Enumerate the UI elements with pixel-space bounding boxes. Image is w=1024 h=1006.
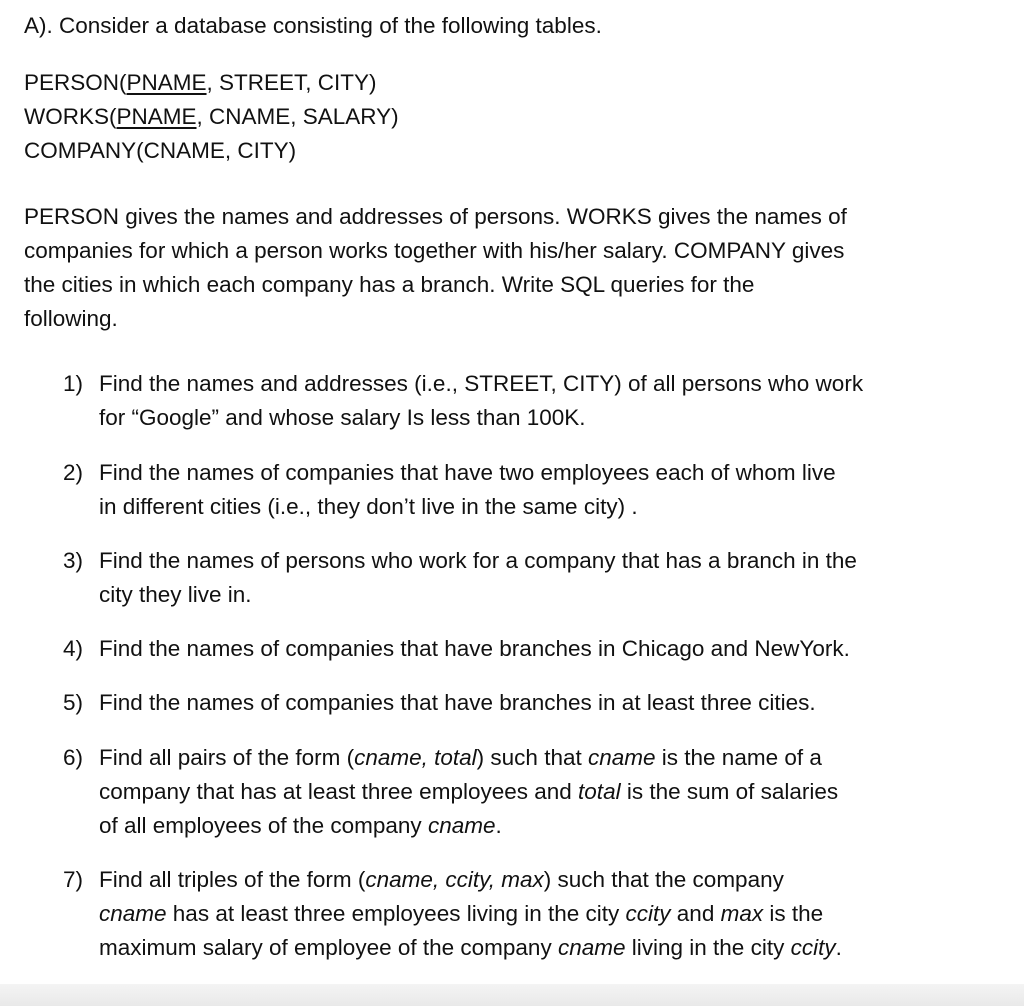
question-number: 2)	[63, 460, 84, 485]
schema-works: WORKS(PNAME, CNAME, SALARY)	[24, 104, 399, 129]
schema-person: PERSON(PNAME, STREET, CITY)	[24, 70, 377, 95]
primary-key-pname: PNAME	[116, 104, 197, 129]
question-text: Find the names of companies that have branches in at least three cities.	[99, 690, 816, 715]
description-line: the cities in which each company has a branch. Write SQL queries for the	[24, 272, 755, 297]
question-text: Find the names of persons who work for a company that has a branch in the	[99, 548, 857, 573]
question-number: 5)	[63, 690, 84, 715]
question-number: 4)	[63, 636, 84, 661]
question-text: of all employees of the company cname.	[99, 813, 502, 838]
question-number: 1)	[63, 371, 84, 396]
question-text: Find the names and addresses (i.e., STREET, CITY) of all persons who work	[99, 371, 864, 396]
question-text: Find all triples of the form (cname, ccity, max) such that the company	[99, 867, 784, 892]
page-bottom-edge	[0, 984, 1024, 1006]
heading: A). Consider a database consisting of the following tables.	[24, 13, 602, 38]
question-number: 6)	[63, 745, 84, 770]
question-text: Find all pairs of the form (cname, total) such that cname is the name of a	[99, 745, 822, 770]
question-number: 3)	[63, 548, 84, 573]
description-line: PERSON gives the names and addresses of persons. WORKS gives the names of	[24, 204, 847, 229]
question-text: maximum salary of employee of the company cname living in the city ccity.	[99, 935, 842, 960]
question-text: Find the names of companies that have two employees each of whom live	[99, 460, 836, 485]
question-text: for “Google” and whose salary Is less than 100K.	[99, 405, 586, 430]
schema-company: COMPANY(CNAME, CITY)	[24, 138, 297, 163]
question-number: 7)	[63, 867, 84, 892]
description-line: following.	[24, 306, 118, 331]
description-line: companies for which a person works together with his/her salary. COMPANY gives	[24, 238, 845, 263]
primary-key-pname: PNAME	[126, 70, 207, 95]
question-text: cname has at least three employees living in the city ccity and max is the	[99, 901, 824, 926]
question-text: city they live in.	[99, 582, 252, 607]
question-text: Find the names of companies that have branches in Chicago and NewYork.	[99, 636, 850, 661]
question-text: in different cities (i.e., they don’t live in the same city) .	[99, 494, 638, 519]
question-text: company that has at least three employees and total is the sum of salaries	[99, 779, 839, 804]
